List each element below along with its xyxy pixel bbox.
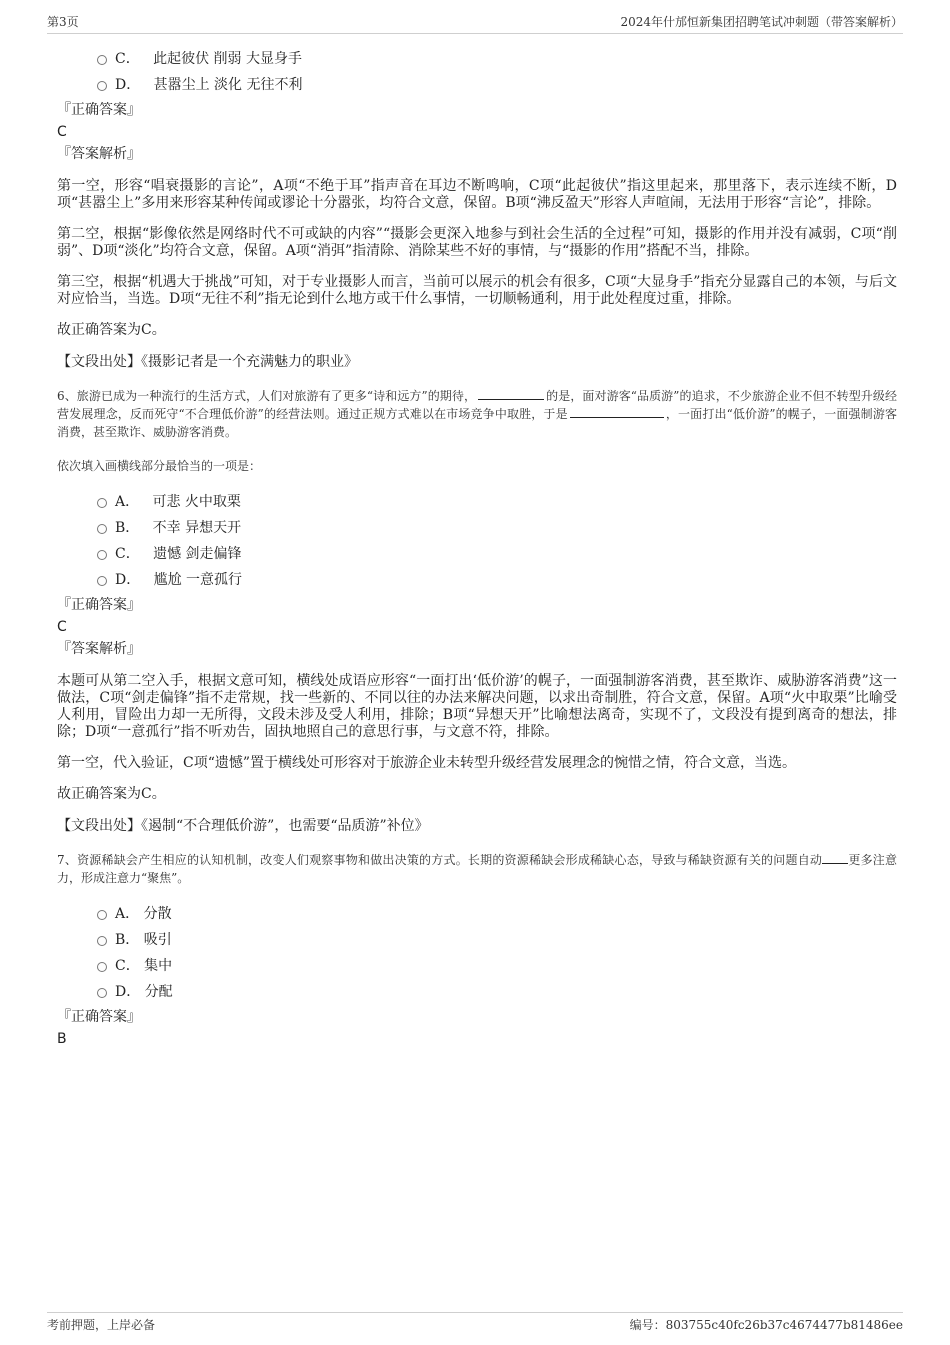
radio-button[interactable] <box>97 910 107 920</box>
option-b[interactable]: B． 不幸 异想天开 <box>57 515 897 541</box>
option-c[interactable]: C． 此起彼伏 削弱 大显身手 <box>57 46 897 72</box>
radio-button[interactable] <box>97 498 107 508</box>
text-source: 【文段出处】《摄影记者是一个充满魅力的职业》 <box>57 354 358 370</box>
question-6-stem: 6、旅游已成为一种流行的生活方式，人们对旅游有了更多“诗和远方”的期待， 的是，面对游客“品质游”的追求，不少旅游企业不但不转型升级经营发展理念，反而死守“不合理低价游”的经营法则。通过正规方式难以在市场竞争中取胜，于是 ，一面打出“低价游”的幌子，一面强制游客消费，甚至欺诈、威胁游客消费。 <box>57 389 897 439</box>
page-number: 第3页 <box>47 15 79 29</box>
option-c[interactable]: C． 集中 <box>57 953 897 979</box>
radio-button[interactable] <box>97 524 107 534</box>
radio-button[interactable] <box>97 55 107 65</box>
analysis-conclusion: 故正确答案为C。 <box>57 322 166 338</box>
page-header <box>47 13 903 34</box>
option-a[interactable]: A． 分散 <box>57 901 897 927</box>
page-footer <box>47 1312 903 1332</box>
document-serial: 编号：803755c40fc26b37c4674477b81486ee <box>629 1318 903 1332</box>
analysis-paragraph: 第一空，形容“唱衰摄影的言论”，A项“不绝于耳”指声音在耳边不断鸣响，C项“此起彼伏”指这里起来，那里落下，表示连续不断，D项“甚嚣尘上”多用来形容某种传闻或谬论十分嚣张，均符合文意，保留。B项“沸反盈天”形容人声喧闹，无法用于形容“言论”，排除。 <box>57 178 897 211</box>
correct-answer: C <box>57 619 67 635</box>
analysis-label: 『答案解析』 <box>57 641 141 657</box>
question-6-instruction: 依次填入画横线部分最恰当的一项是： <box>57 459 262 473</box>
answer-label: 『正确答案』 <box>57 1009 141 1025</box>
option-d[interactable]: D． 分配 <box>57 979 897 1005</box>
question-6-options <box>57 489 897 593</box>
fill-blank <box>570 405 664 418</box>
fill-blank <box>822 851 848 864</box>
text-source: 【文段出处】《遏制“不合理低价游”，也需要“品质游”补位》 <box>57 818 429 834</box>
fill-blank <box>478 387 544 400</box>
correct-answer: C <box>57 124 67 140</box>
radio-button[interactable] <box>97 988 107 998</box>
question-7-stem: 7、资源稀缺会产生相应的认知机制，改变人们观察事物和做出决策的方式。长期的资源稀缺会形成稀缺心态，导致与稀缺资源有关的问题自动 更多注意力，形成注意力“聚焦”。 <box>57 853 897 885</box>
analysis-paragraph: 本题可从第二空入手，根据文意可知，横线处成语应形容“一面打出‘低价游’的幌子，一面强制游客消费，甚至欺诈、威胁游客消费”这一做法，C项“剑走偏锋”指不走常规，找一些新的、不同以往的办法来解决问题，以求出奇制胜，符合文意，保留。A项“火中取栗”比喻受人利用，冒险出力却一无所得，文段未涉及受人利用，排除；B项“异想天开”比喻想法离奇，实现不了，文段没有提到离奇的想法，排除；D项“一意孤行”指不听劝告，固执地照自己的意思行事，与文意不符，排除。 <box>57 673 897 740</box>
analysis-paragraph: 第三空，根据“机遇大于挑战”可知，对于专业摄影人而言，当前可以展示的机会有很多，C项“大显身手”指充分显露自己的本领，与后文对应恰当，当选。D项“无往不利”指无论到什么地方或干什么事情，一切顺畅通利，用于此处程度过重，排除。 <box>57 274 897 307</box>
option-d[interactable]: D． 甚嚣尘上 淡化 无往不利 <box>57 72 897 98</box>
radio-button[interactable] <box>97 576 107 586</box>
analysis-conclusion: 故正确答案为C。 <box>57 786 166 802</box>
footer-slogan: 考前押题，上岸必备 <box>47 1318 156 1332</box>
analysis-paragraph: 第一空，代入验证，C项“遗憾”置于横线处可形容对于旅游企业未转型升级经营发展理念的惋惜之情，符合文意，当选。 <box>57 755 797 771</box>
radio-button[interactable] <box>97 81 107 91</box>
option-b[interactable]: B． 吸引 <box>57 927 897 953</box>
option-a[interactable]: A． 可悲 火中取栗 <box>57 489 897 515</box>
option-c[interactable]: C． 遗憾 剑走偏锋 <box>57 541 897 567</box>
radio-button[interactable] <box>97 550 107 560</box>
radio-button[interactable] <box>97 962 107 972</box>
answer-label: 『正确答案』 <box>57 597 141 613</box>
option-d[interactable]: D． 尴尬 一意孤行 <box>57 567 897 593</box>
question-5-options <box>57 46 897 98</box>
radio-button[interactable] <box>97 936 107 946</box>
analysis-paragraph: 第二空，根据“影像依然是网络时代不可或缺的内容”“摄影会更深入地参与到社会生活的全过程”可知，摄影的作用并没有减弱，C项“削弱”、D项“淡化”均符合文意，保留。A项“消弭”指清除、消除某些不好的事情，与“摄影的作用”搭配不当，排除。 <box>57 226 897 259</box>
answer-label: 『正确答案』 <box>57 102 141 118</box>
correct-answer: B <box>57 1031 67 1047</box>
page-content <box>57 46 897 1049</box>
document-title: 2024年什邡恒新集团招聘笔试冲刺题（带答案解析） <box>620 15 903 29</box>
question-7-options <box>57 901 897 1005</box>
analysis-label: 『答案解析』 <box>57 146 141 162</box>
